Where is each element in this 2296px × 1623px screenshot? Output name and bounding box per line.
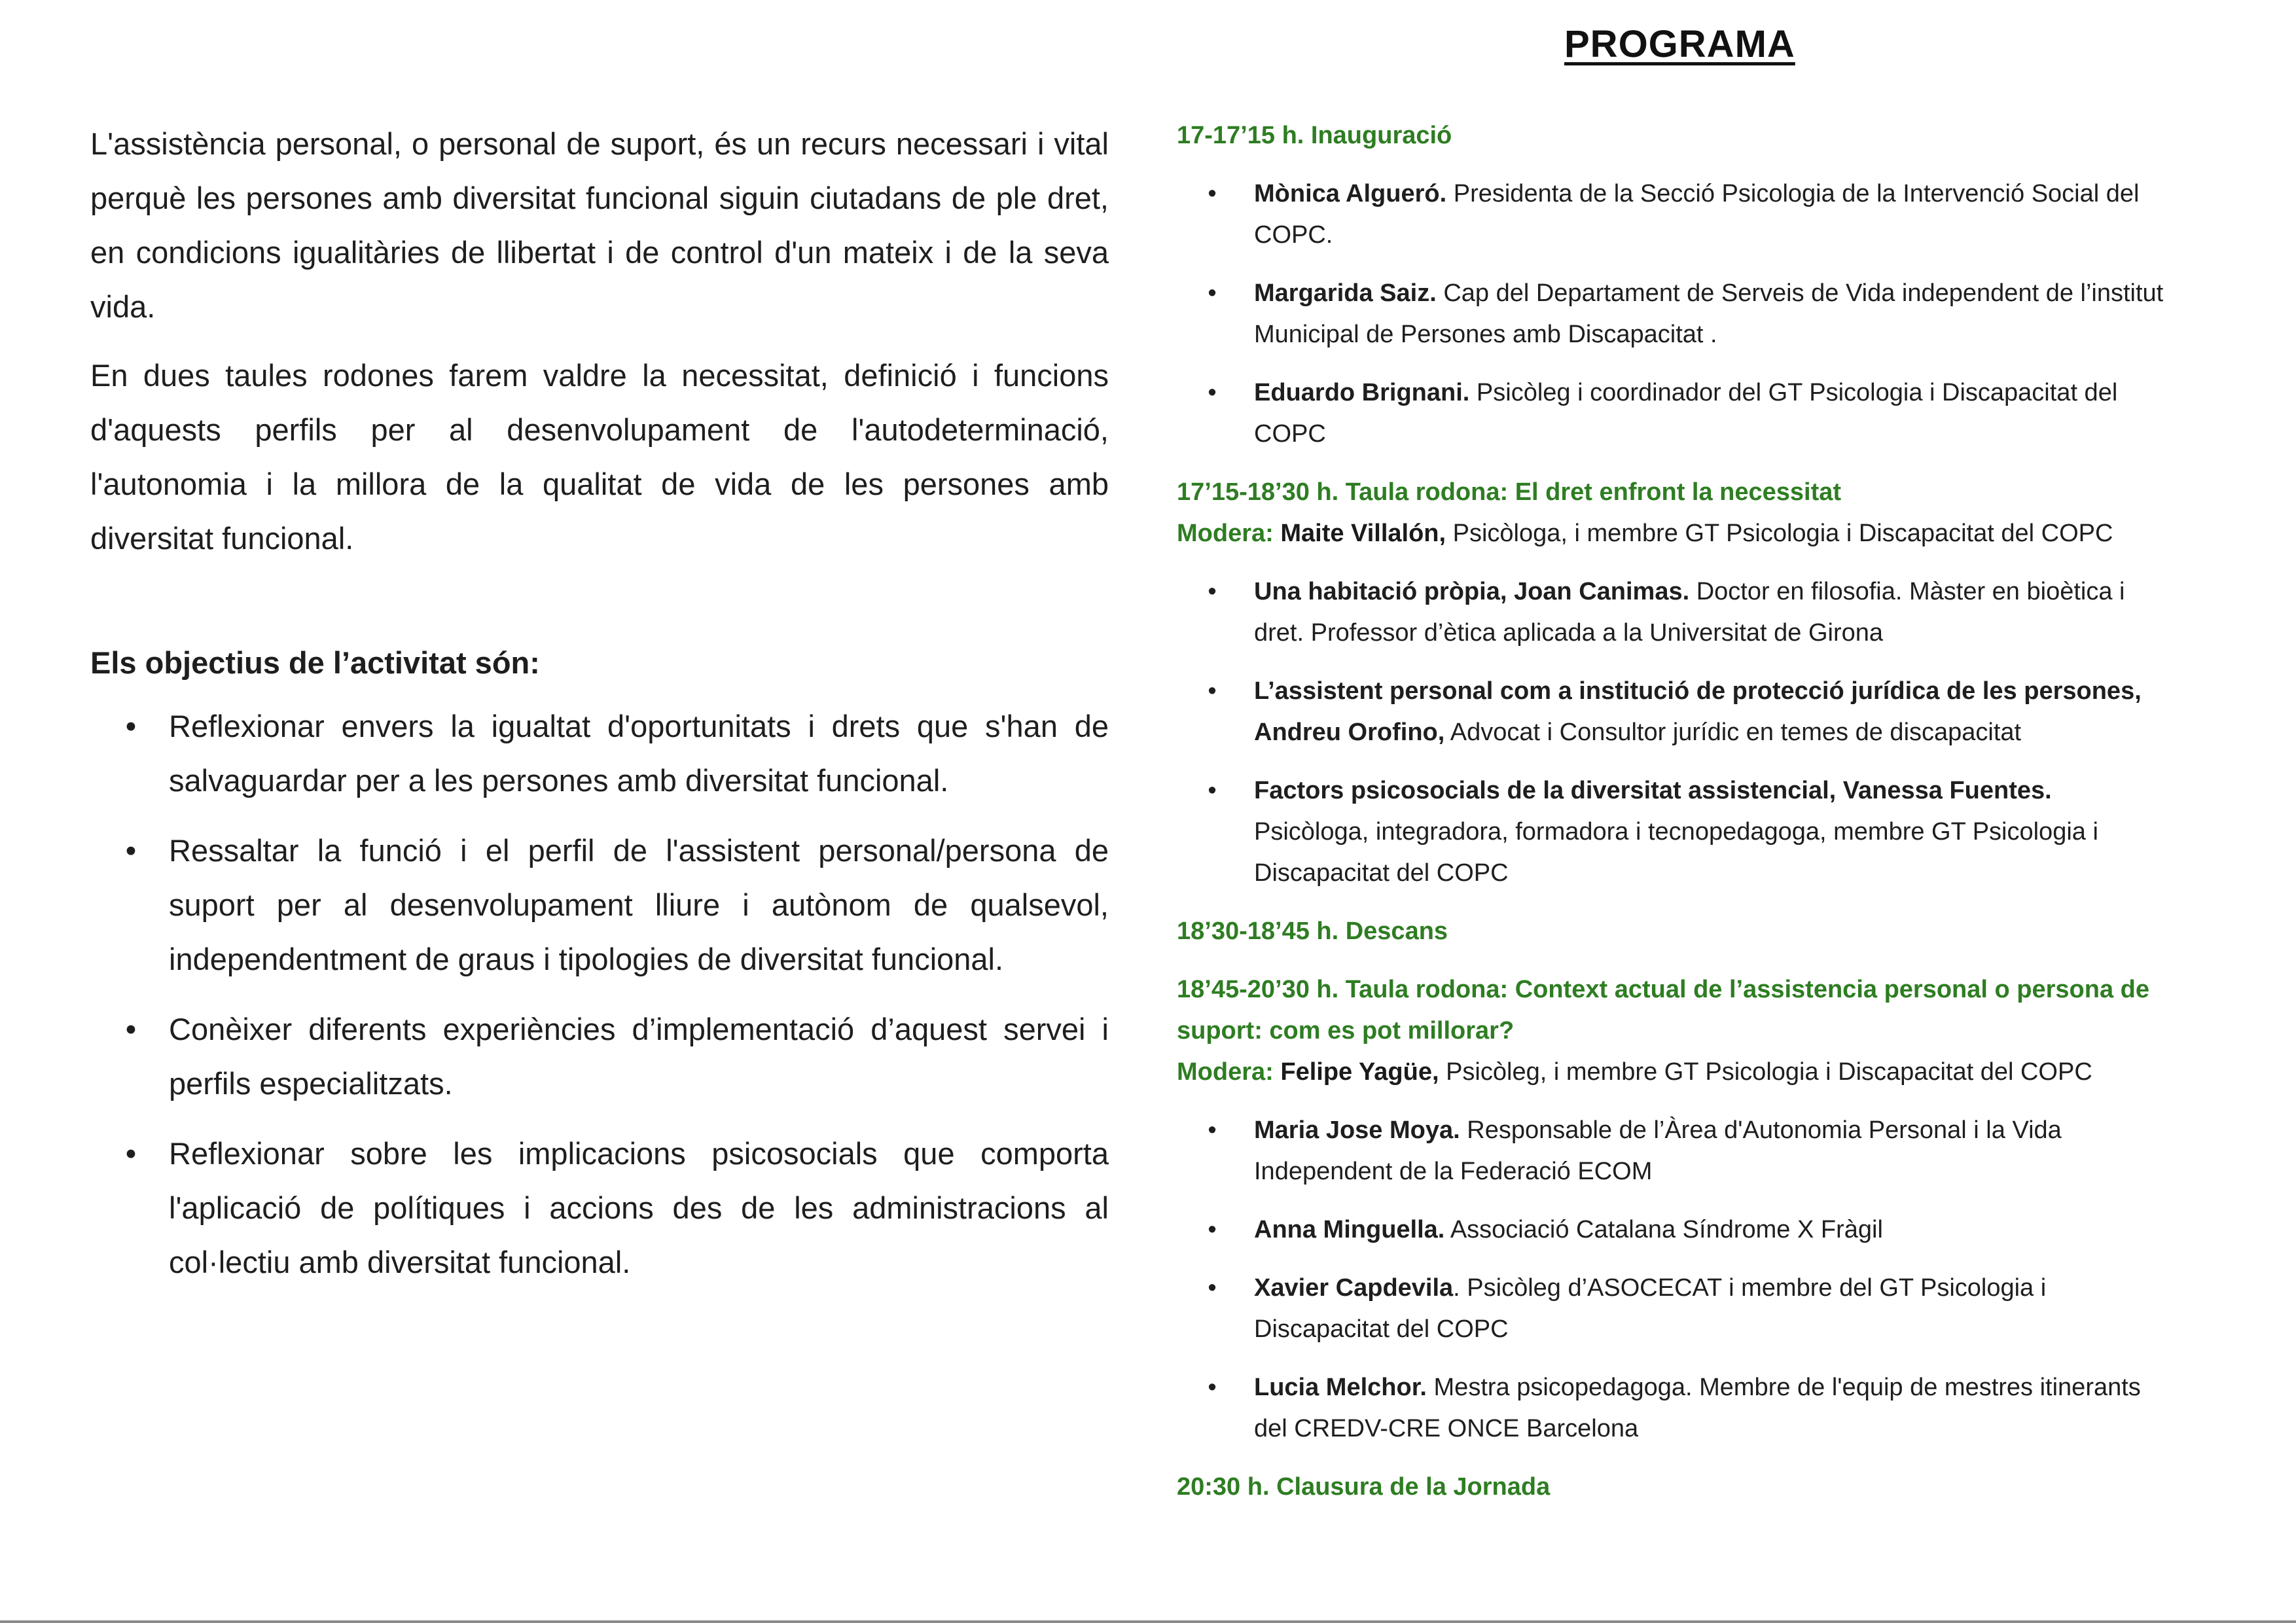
speaker-item: • Lucia Melchor. Mestra psicopedagoga. Membre de l'equip de mestres itinerants del CREDV-CRE ONCE Barcelona [1177, 1367, 2172, 1450]
bullet-icon: • [1208, 777, 1217, 804]
program-title: PROGRAMA [1564, 23, 1795, 65]
bullet-icon: • [1208, 180, 1217, 207]
session-heading: 18’45-20’30 h. Taula rodona: Context actual de l’assistencia personal o persona de suport: com es pot millorar? [1177, 976, 2150, 1044]
left-column [90, 116, 1109, 1305]
bullet-icon: • [1208, 279, 1217, 307]
bullet-icon: • [1208, 1116, 1217, 1144]
page-edge [0, 1620, 2296, 1623]
objective-item: • Ressaltar la funció i el perfil de l'assistent personal/persona de suport per al desenvolupament lliure i autònom de qualsevol, independentment de graus i tipologies de diversitat funcional. [90, 823, 1109, 986]
speaker-list [1177, 571, 2172, 894]
bullet-icon: • [125, 833, 137, 868]
moderator-line: Modera: Felipe Yagüe, Psicòleg, i membre GT Psicologia i Discapacitat del COPC [1177, 1058, 2092, 1086]
speaker-item: • Margarida Saiz. Cap del Departament de Serveis de Vida independent de l’institut Municipal de Persones amb Discapacitat . [1177, 273, 2172, 355]
objective-item: • Conèixer diferents experiències d’implementació d’aquest servei i perfils especialitzats. [90, 1002, 1109, 1111]
speaker-item: • Una habitació pròpia, Joan Canimas. Doctor en filosofia. Màster en bioètica i dret. Professor d’ètica aplicada a la Universitat de Girona [1177, 571, 2172, 654]
speaker-item: • Factors psicosocials de la diversitat assistencial, Vanessa Fuentes. Psicòloga, integradora, formadora i tecnopedagoga, membre GT Psicologia i Discapacitat del COPC [1177, 770, 2172, 894]
bullet-icon: • [125, 709, 137, 743]
bullet-icon: • [1208, 677, 1217, 705]
program-column [1177, 115, 2172, 1525]
session-heading: 17-17’15 h. Inauguració [1177, 122, 1452, 149]
bullet-icon: • [1208, 1374, 1217, 1401]
moderator-line: Modera: Maite Villalón, Psicòloga, i membre GT Psicologia i Discapacitat del COPC [1177, 520, 2113, 547]
bullet-icon: • [1208, 1216, 1217, 1243]
speaker-list [1177, 173, 2172, 455]
speaker-item: • Xavier Capdevila. Psicòleg d’ASOCECAT i membre del GT Psicologia i Discapacitat del COPC [1177, 1268, 2172, 1350]
bullet-icon: • [125, 1136, 137, 1171]
bullet-icon: • [1208, 379, 1217, 406]
objective-item: • Reflexionar sobre les implicacions psicosocials que comporta l'aplicació de polítiques i accions des de les administracions al col·lectiu amb diversitat funcional. [90, 1126, 1109, 1289]
speaker-item: • Maria Jose Moya. Responsable de l’Àrea d'Autonomia Personal i la Vida Independent de la Federació ECOM [1177, 1110, 2172, 1192]
objective-item: • Reflexionar envers la igualtat d'oportunitats i drets que s'han de salvaguardar per a les persones amb diversitat funcional. [90, 699, 1109, 808]
session-heading: 20:30 h. Clausura de la Jornada [1177, 1473, 1551, 1501]
bullet-icon: • [125, 1012, 137, 1046]
speaker-list [1177, 1110, 2172, 1450]
bullet-icon: • [1208, 1274, 1217, 1302]
objectives-heading: Els objectius de l’activitat són: [90, 645, 540, 680]
speaker-item: • Mònica Algueró. Presidenta de la Secció Psicologia de la Intervenció Social del COPC. [1177, 173, 2172, 256]
objectives-list [90, 699, 1109, 1289]
session-heading: 17’15-18’30 h. Taula rodona: El dret enfront la necessitat [1177, 478, 1842, 506]
speaker-item: • Eduardo Brignani. Psicòleg i coordinador del GT Psicologia i Discapacitat del COPC [1177, 372, 2172, 455]
session-heading: 18’30-18’45 h. Descans [1177, 918, 1448, 945]
bullet-icon: • [1208, 578, 1217, 605]
intro-paragraph: En dues taules rodones farem valdre la necessitat, definició i funcions d'aquests perfils per al desenvolupament de l'autodeterminació, l'autonomia i la millora de la qualitat de vida de les persones amb diversitat funcional. [90, 358, 1109, 556]
speaker-item: • Anna Minguella. Associació Catalana Síndrome X Fràgil [1177, 1209, 2172, 1251]
intro-paragraph: L'assistència personal, o personal de suport, és un recurs necessari i vital perquè les persones amb diversitat funcional siguin ciutadans de ple dret, en condicions igualitàries de llibertat i de control d'un mateix i de la seva vida. [90, 126, 1109, 324]
speaker-item: • L’assistent personal com a institució de protecció jurídica de les persones, Andreu Orofino, Advocat i Consultor jurídic en temes de discapacitat [1177, 671, 2172, 753]
